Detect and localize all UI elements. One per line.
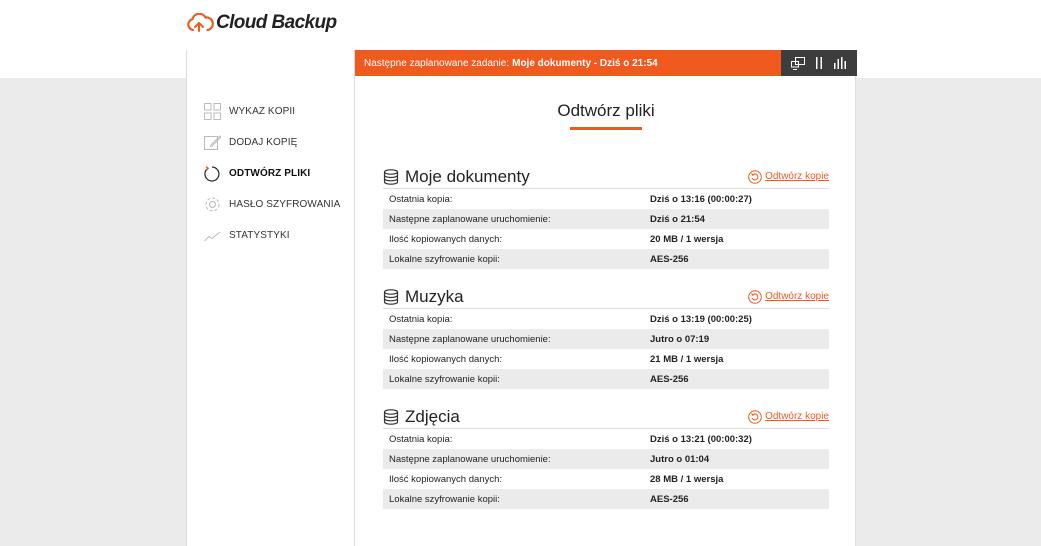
restore-link-icon: [748, 410, 762, 424]
row-label: Lokalne szyfrowanie kopii:: [389, 253, 500, 265]
table-row: [383, 209, 829, 229]
sidebar-item-label: HASŁO SZYFROWANIA: [229, 199, 341, 210]
backup-section: [383, 405, 829, 509]
row-value: 20 MB / 1 wersja: [650, 233, 724, 245]
restore-link-icon: [748, 170, 762, 184]
app-window: [186, 50, 856, 546]
row-label: Następne zaplanowane uruchomienie:: [389, 333, 551, 345]
next-task-name: Moje dokumenty - Dziś o 21:54: [512, 57, 658, 69]
row-label: Ostatnia kopia:: [389, 193, 453, 205]
table-row: [383, 489, 829, 509]
sidebar-item-label: STATYSTYKI: [229, 230, 290, 241]
row-value: Jutro o 07:19: [650, 333, 710, 345]
row-label: Ilość kopiowanych danych:: [389, 233, 503, 245]
restore-link-label: Odtwórz kopie: [765, 411, 829, 422]
trend-icon: [203, 227, 221, 245]
restore-backup-link[interactable]: [748, 410, 829, 424]
restore-backup-link[interactable]: [748, 290, 829, 304]
sidebar-item-wykaz-kopii[interactable]: [203, 96, 340, 127]
table-row: [383, 429, 829, 449]
database-icon: [383, 169, 399, 185]
row-value: Dziś o 13:21 (00:00:32): [650, 433, 752, 445]
table-row: [383, 449, 829, 469]
restore-link-icon: [748, 290, 762, 304]
sidebar-item-dodaj-kopie[interactable]: [203, 127, 340, 158]
sidebar-nav: [203, 96, 340, 251]
sidebar-item-odtworz-pliki[interactable]: [203, 158, 340, 189]
app-logo[interactable]: [186, 10, 337, 36]
gear-icon: [203, 196, 221, 214]
table-row: [383, 229, 829, 249]
title-underline: [570, 127, 642, 130]
table-row: [383, 249, 829, 269]
stats-bars-icon[interactable]: [832, 55, 848, 71]
table-row: [383, 189, 829, 209]
row-label: Ostatnia kopia:: [389, 313, 453, 325]
sidebar-item-label: ODTWÓRZ PLIKI: [229, 168, 311, 179]
section-header: [383, 165, 829, 189]
backup-section: [383, 165, 829, 269]
grid-icon: [203, 103, 221, 121]
sidebar-item-statystyki[interactable]: [203, 220, 340, 251]
status-bar: [355, 50, 857, 76]
sidebar-item-haslo-szyfrowania[interactable]: [203, 189, 340, 220]
next-task-banner: [355, 50, 781, 76]
sidebar-item-label: WYKAZ KOPII: [229, 106, 296, 117]
section-title: Moje dokumenty: [405, 166, 530, 186]
restore-link-label: Odtwórz kopie: [765, 171, 829, 182]
row-value: 28 MB / 1 wersja: [650, 473, 724, 485]
row-label: Lokalne szyfrowanie kopii:: [389, 493, 500, 505]
row-value: Dziś o 21:54: [650, 213, 705, 225]
row-label: Następne zaplanowane uruchomienie:: [389, 453, 551, 465]
restore-link-label: Odtwórz kopie: [765, 291, 829, 302]
edit-icon: [203, 134, 221, 152]
main-content: [355, 76, 857, 546]
row-label: Ilość kopiowanych danych:: [389, 473, 503, 485]
monitor-icon[interactable]: [790, 55, 806, 71]
row-value: 21 MB / 1 wersja: [650, 353, 724, 365]
sidebar-item-label: DODAJ KOPIĘ: [229, 137, 298, 148]
table-row: [383, 469, 829, 489]
table-row: [383, 349, 829, 369]
row-value: Dziś o 13:19 (00:00:25): [650, 313, 752, 325]
section-header: [383, 405, 829, 429]
section-title: Zdjęcia: [405, 406, 460, 426]
table-row: [383, 329, 829, 349]
row-label: Ostatnia kopia:: [389, 433, 453, 445]
restore-icon: [203, 165, 221, 183]
table-row: [383, 369, 829, 389]
backup-section: [383, 285, 829, 389]
row-value: Jutro o 01:04: [650, 453, 710, 465]
section-header: [383, 285, 829, 309]
database-icon: [383, 289, 399, 305]
row-value: AES-256: [650, 493, 689, 505]
next-task-prefix: Następne zaplanowane zadanie:: [364, 57, 510, 69]
row-value: AES-256: [650, 373, 689, 385]
table-row: [383, 309, 829, 329]
database-icon: [383, 409, 399, 425]
section-title: Muzyka: [405, 286, 464, 306]
pause-icon[interactable]: [811, 55, 827, 71]
restore-backup-link[interactable]: [748, 170, 829, 184]
row-label: Następne zaplanowane uruchomienie:: [389, 213, 551, 225]
row-label: Lokalne szyfrowanie kopii:: [389, 373, 500, 385]
cloud-logo-icon: [186, 13, 214, 33]
row-label: Ilość kopiowanych danych:: [389, 353, 503, 365]
row-value: Dziś o 13:16 (00:00:27): [650, 193, 752, 205]
details-table: [383, 189, 829, 269]
details-table: [383, 309, 829, 389]
status-controls: [781, 50, 857, 76]
details-table: [383, 429, 829, 509]
logo-text: Cloud Backup: [216, 12, 337, 33]
page-title: Odtwórz pliki: [557, 101, 655, 120]
sidebar: [187, 50, 355, 546]
row-value: AES-256: [650, 253, 689, 265]
